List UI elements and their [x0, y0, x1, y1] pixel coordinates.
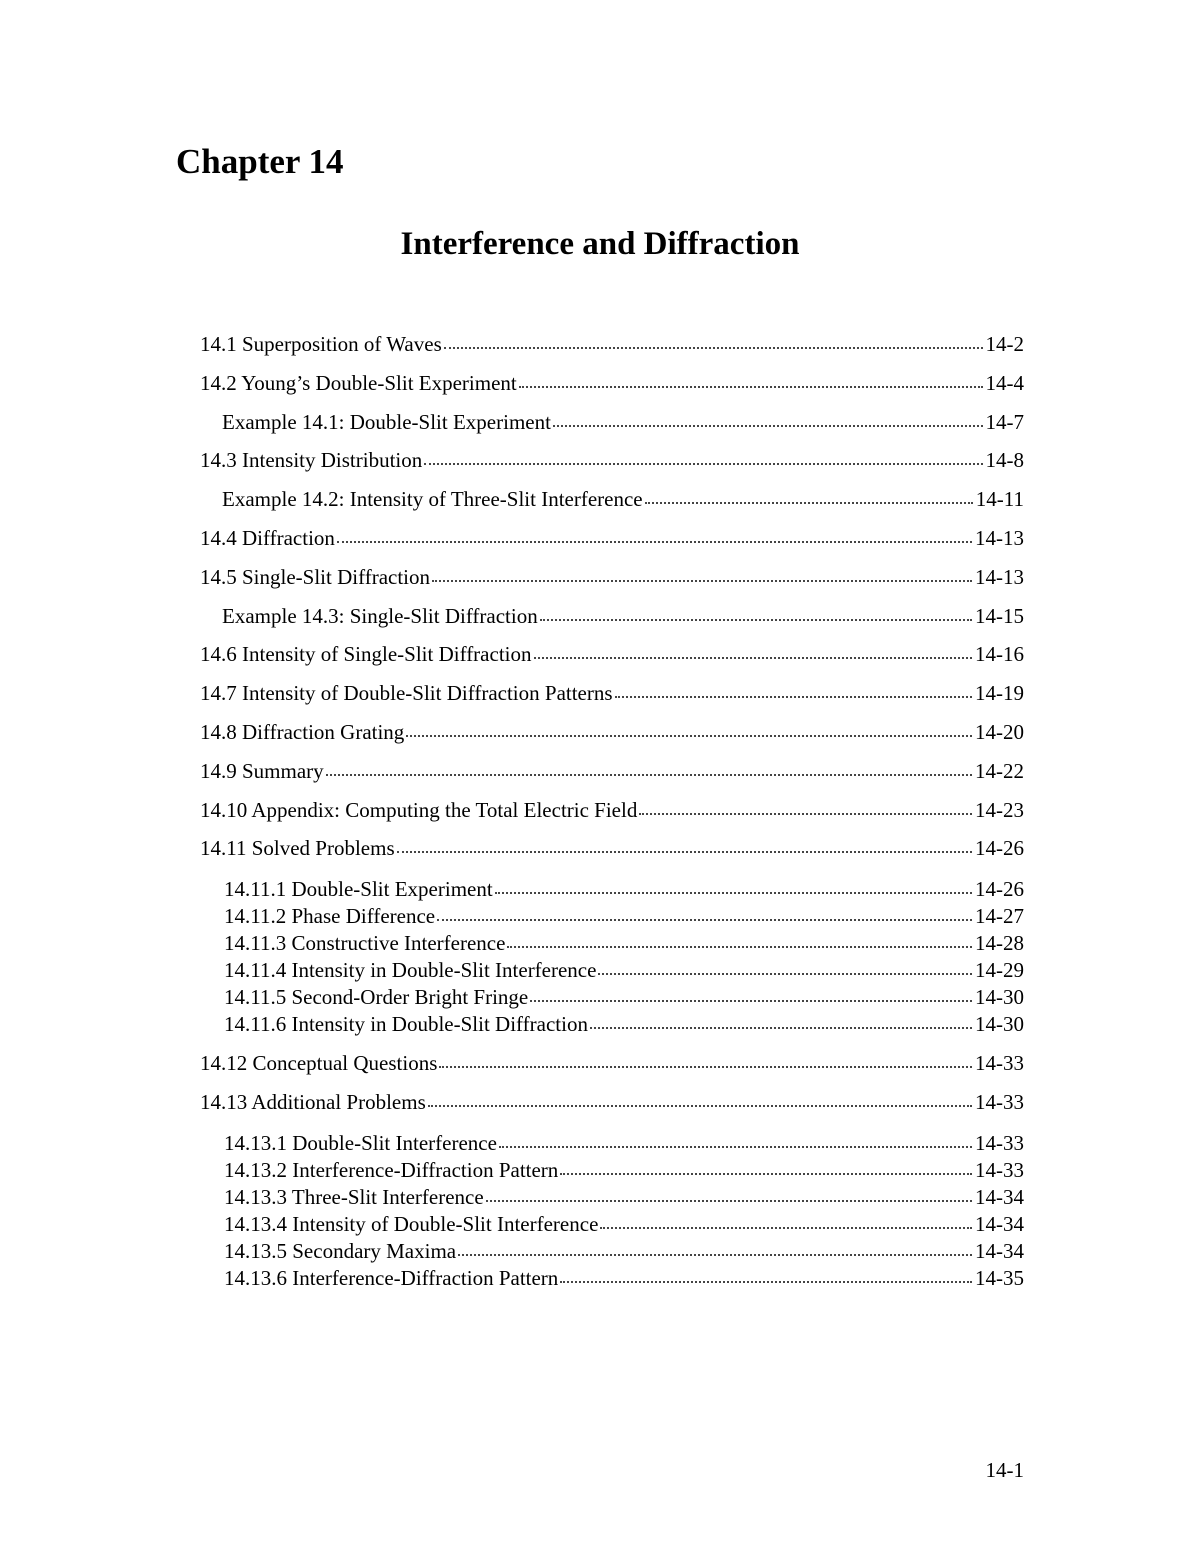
toc-entry-page: 14-19 [975, 681, 1024, 706]
chapter-title: Interference and Diffraction [400, 226, 800, 262]
toc-entry-page: 14-23 [975, 797, 1024, 822]
toc-entry-label: 14.12 Conceptual Questions [200, 1051, 438, 1076]
dot-leader [560, 1277, 972, 1283]
toc-entry[interactable] [200, 597, 1024, 636]
toc-entry-label: 14.9 Summary [200, 758, 324, 783]
toc-entry-page: 14-26 [975, 877, 1024, 902]
dot-leader [424, 459, 982, 465]
toc-entry[interactable] [200, 1044, 1024, 1083]
toc-entry[interactable] [200, 325, 1024, 364]
toc-entry[interactable] [200, 930, 1024, 957]
toc-entry[interactable] [200, 1083, 1024, 1122]
toc-entry-page: 14-11 [975, 487, 1024, 512]
toc-entry[interactable] [200, 1211, 1024, 1238]
toc-entry-label: 14.4 Diffraction [200, 525, 335, 550]
toc-entry[interactable] [200, 903, 1024, 930]
toc-entry[interactable] [200, 829, 1024, 868]
toc-entry[interactable] [200, 791, 1024, 830]
dot-leader [499, 1142, 972, 1148]
toc-entry-page: 14-33 [975, 1089, 1024, 1114]
dot-leader [645, 498, 973, 504]
page-number: 14-1 [985, 1458, 1024, 1482]
toc-entry[interactable] [200, 1265, 1024, 1292]
toc-entry[interactable] [200, 674, 1024, 713]
toc-entry-page: 14-33 [975, 1157, 1024, 1182]
toc-entry[interactable] [200, 403, 1024, 442]
toc-entry-label: 14.10 Appendix: Computing the Total Electric Field [200, 797, 638, 822]
table-of-contents [200, 325, 1024, 1292]
toc-entry-label: 14.13 Additional Problems [200, 1089, 426, 1114]
dot-leader [560, 1169, 972, 1175]
toc-entry-page: 14-29 [975, 958, 1024, 983]
toc-entry-page: 14-20 [975, 719, 1024, 744]
dot-leader [406, 731, 972, 737]
toc-entry[interactable] [200, 984, 1024, 1011]
toc-entry-page: 14-13 [975, 564, 1024, 589]
dot-leader [507, 942, 972, 948]
toc-entry[interactable] [200, 1157, 1024, 1184]
dot-leader [540, 615, 972, 621]
toc-entry-label: 14.13.6 Interference-Diffraction Pattern [224, 1265, 559, 1290]
chapter-label: Chapter 14 [176, 142, 344, 181]
dot-leader [639, 809, 972, 815]
toc-entry[interactable] [200, 713, 1024, 752]
toc-entry-label: 14.13.5 Secondary Maxima [224, 1238, 457, 1263]
toc-entry-page: 14-22 [975, 758, 1024, 783]
toc-entry-label: 14.7 Intensity of Double-Slit Diffraction Patterns [200, 681, 613, 706]
toc-entry-label: 14.13.1 Double-Slit Interference [224, 1130, 497, 1155]
toc-entry-page: 14-15 [975, 603, 1024, 628]
dot-leader [428, 1101, 972, 1107]
toc-entry-label: Example 14.1: Double-Slit Experiment [222, 409, 551, 434]
toc-entry-label: 14.3 Intensity Distribution [200, 448, 423, 473]
dot-leader [615, 692, 972, 698]
toc-entry-label: 14.11.6 Intensity in Double-Slit Diffraction [224, 1012, 588, 1037]
toc-entry[interactable] [200, 1238, 1024, 1265]
dot-leader [598, 969, 972, 975]
toc-entry[interactable] [200, 876, 1024, 903]
toc-entry-label: 14.13.3 Three-Slit Interference [224, 1184, 484, 1209]
toc-entry-label: 14.1 Superposition of Waves [200, 332, 442, 356]
toc-entry-page: 14-7 [985, 409, 1024, 434]
dot-leader [337, 537, 972, 543]
dot-leader [432, 576, 972, 582]
toc-entry[interactable] [200, 1011, 1024, 1038]
dot-leader [444, 343, 983, 349]
toc-entry-label: Example 14.2: Intensity of Three-Slit Interference [222, 487, 643, 512]
toc-entry-page: 14-33 [975, 1130, 1024, 1155]
toc-entry[interactable] [200, 480, 1024, 519]
toc-entry-page: 14-28 [975, 931, 1024, 956]
toc-entry[interactable] [200, 635, 1024, 674]
dot-leader [590, 1023, 972, 1029]
toc-entry-label: 14.8 Diffraction Grating [200, 719, 405, 744]
dot-leader [486, 1196, 972, 1202]
toc-entry[interactable] [200, 441, 1024, 480]
toc-entry-page: 14-34 [975, 1238, 1024, 1263]
toc-entry-label: 14.11 Solved Problems [200, 836, 395, 861]
toc-entry[interactable] [200, 1130, 1024, 1157]
toc-entry-label: 14.11.2 Phase Difference [224, 904, 436, 929]
toc-entry[interactable] [200, 1184, 1024, 1211]
toc-entry-label: 14.13.4 Intensity of Double-Slit Interference [224, 1211, 599, 1236]
dot-leader [439, 1062, 972, 1068]
toc-entry-page: 14-26 [975, 836, 1024, 861]
toc-entry-label: 14.11.3 Constructive Interference [224, 931, 506, 956]
toc-entry-label: 14.11.5 Second-Order Bright Fringe [224, 985, 529, 1010]
toc-entry-page: 14-34 [975, 1211, 1024, 1236]
toc-entry[interactable] [200, 519, 1024, 558]
toc-entry-page: 14-27 [975, 904, 1024, 929]
toc-entry-page: 14-34 [975, 1184, 1024, 1209]
dot-leader [530, 996, 972, 1002]
toc-entry[interactable] [200, 364, 1024, 403]
toc-entry-page: 14-16 [975, 642, 1024, 667]
dot-leader [437, 915, 972, 921]
toc-entry-page: 14-13 [975, 525, 1024, 550]
toc-entry-page: 14-2 [985, 332, 1024, 356]
dot-leader [600, 1223, 972, 1229]
toc-entry-page: 14-35 [975, 1265, 1024, 1290]
dot-leader [495, 888, 972, 894]
dot-leader [458, 1250, 972, 1256]
toc-entry[interactable] [200, 752, 1024, 791]
toc-entry-label: 14.13.2 Interference-Diffraction Pattern [224, 1157, 559, 1182]
dot-leader [397, 847, 972, 853]
dot-leader [326, 770, 972, 776]
toc-entry-label: 14.6 Intensity of Single-Slit Diffraction [200, 642, 532, 667]
dot-leader [553, 421, 983, 427]
toc-entry-page: 14-8 [985, 448, 1024, 473]
toc-entry-label: 14.2 Young’s Double-Slit Experiment [200, 370, 517, 395]
toc-entry-page: 14-4 [985, 370, 1024, 395]
toc-entry-label: Example 14.3: Single-Slit Diffraction [222, 603, 538, 628]
toc-entry-page: 14-30 [975, 985, 1024, 1010]
toc-entry-label: 14.11.4 Intensity in Double-Slit Interference [224, 958, 597, 983]
toc-entry[interactable] [200, 957, 1024, 984]
toc-entry[interactable] [200, 558, 1024, 597]
dot-leader [534, 653, 973, 659]
dot-leader [519, 382, 983, 388]
toc-entry-page: 14-30 [975, 1012, 1024, 1037]
toc-entry-page: 14-33 [975, 1051, 1024, 1076]
toc-entry-label: 14.5 Single-Slit Diffraction [200, 564, 431, 589]
toc-entry-label: 14.11.1 Double-Slit Experiment [224, 877, 493, 902]
